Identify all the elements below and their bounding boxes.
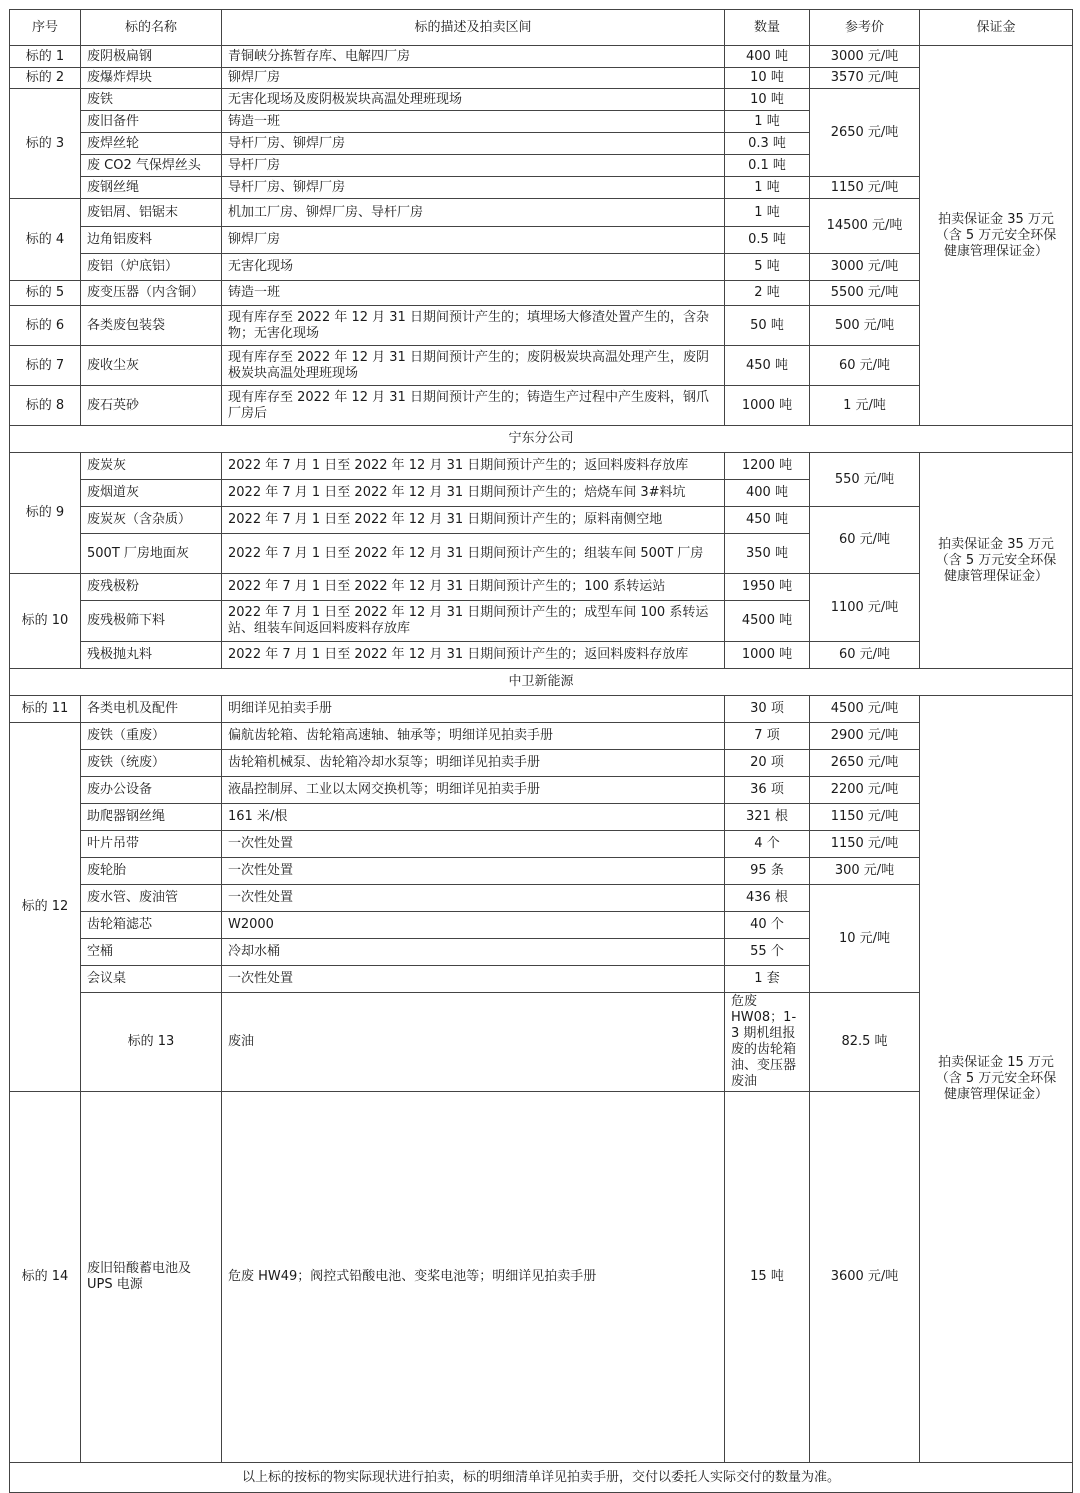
item-price: 1150 元/吨	[810, 831, 920, 858]
item-name: 会议桌	[81, 966, 222, 993]
table-row	[10, 642, 1073, 669]
item-quantity: 1 吨	[725, 111, 810, 133]
item-name: 叶片吊带	[81, 831, 222, 858]
deposit-text: 健康管理保证金）	[943, 1087, 1048, 1102]
item-description: 青铜峡分拣暂存库、电解四厂房	[222, 46, 725, 68]
item-description: 现有库存至 2022 年 12 月 31 日期间预计产生的；铸造生产过程中产生废料，钢爪厂房后	[222, 386, 725, 426]
lot-number: 标的 11	[10, 696, 81, 723]
lot-number: 标的 8	[10, 386, 81, 426]
item-description: 齿轮箱机械泵、齿轮箱冷却水泵等；明细详见拍卖手册	[222, 750, 725, 777]
deposit-cell	[920, 453, 1073, 669]
item-name: 残极抛丸料	[81, 642, 222, 669]
item-description: 一次性处置	[222, 885, 725, 912]
item-description: 导杆厂房、铆焊厂房	[222, 133, 725, 155]
item-price: 3000 元/吨	[810, 46, 920, 68]
item-name: 废轮胎	[81, 858, 222, 885]
item-price: 2900 元/吨	[810, 723, 920, 750]
item-name: 废油	[222, 993, 725, 1092]
item-price: 3600 元/吨	[810, 1092, 920, 1463]
item-quantity: 1 套	[725, 966, 810, 993]
item-quantity: 1200 吨	[725, 453, 810, 480]
item-name: 废石英砂	[81, 386, 222, 426]
item-price: 500 元/吨	[810, 306, 920, 346]
item-quantity: 1000 吨	[725, 386, 810, 426]
item-name: 500T 厂房地面灰	[81, 534, 222, 574]
item-description: 危废 HW08；1-3 期机组报废的齿轮箱油、变压器废油	[725, 993, 810, 1092]
item-description: 2022 年 7 月 1 日至 2022 年 12 月 31 日期间预计产生的；成型车间 100 系转运站、组装车间返回料废料存放库	[222, 601, 725, 642]
table-row	[10, 254, 1073, 281]
item-price: 60 元/吨	[810, 507, 920, 574]
item-price: 3570 元/吨	[810, 68, 920, 89]
item-price: 300 元/吨	[810, 858, 920, 885]
item-description: 2022 年 7 月 1 日至 2022 年 12 月 31 日期间预计产生的；100 系转运站	[222, 574, 725, 601]
item-name: 废收尘灰	[81, 346, 222, 386]
table-row	[10, 507, 1073, 534]
item-description: 无害化现场及废阴极炭块高温处理班现场	[222, 89, 725, 111]
item-description: 明细详见拍卖手册	[222, 696, 725, 723]
item-description: 现有库存至 2022 年 12 月 31 日期间预计产生的；填埋场大修渣处置产生的，含杂物；无害化现场	[222, 306, 725, 346]
deposit-text: （含 5 万元安全环保	[935, 552, 1057, 568]
item-quantity: 10 吨	[725, 68, 810, 89]
table-row	[10, 386, 1073, 426]
item-quantity: 400 吨	[725, 46, 810, 68]
item-quantity: 7 项	[725, 723, 810, 750]
footer-row	[10, 1463, 1073, 1493]
table-row	[10, 177, 1073, 199]
table-row	[10, 831, 1073, 858]
item-description: 铸造一班	[222, 281, 725, 306]
item-description: 一次性处置	[222, 831, 725, 858]
item-quantity: 4 个	[725, 831, 810, 858]
item-price: 1100 元/吨	[810, 574, 920, 642]
table-row	[10, 750, 1073, 777]
auction-lot-table	[9, 9, 1073, 1493]
item-quantity: 450 吨	[725, 346, 810, 386]
item-description: 危废 HW49；阀控式铅酸电池、变桨电池等；明细详见拍卖手册	[222, 1092, 725, 1463]
item-quantity: 10 吨	[725, 89, 810, 111]
item-name: 废铁（统废）	[81, 750, 222, 777]
deposit-cell	[920, 46, 1073, 426]
table-row	[10, 89, 1073, 111]
item-quantity: 0.5 吨	[725, 227, 810, 254]
item-name: 齿轮箱滤芯	[81, 912, 222, 939]
item-name: 废铝（炉底铝）	[81, 254, 222, 281]
item-name: 边角铝废料	[81, 227, 222, 254]
item-quantity: 36 项	[725, 777, 810, 804]
item-name: 废阴极扁钢	[81, 46, 222, 68]
item-name: 助爬器钢丝绳	[81, 804, 222, 831]
lot-number: 标的 7	[10, 346, 81, 386]
item-name: 废炭灰（含杂质）	[81, 507, 222, 534]
item-quantity: 0.3 吨	[725, 133, 810, 155]
lot-number: 标的 12	[10, 723, 81, 1092]
item-price: 10 元/吨	[810, 885, 920, 993]
item-description: 2022 年 7 月 1 日至 2022 年 12 月 31 日期间预计产生的；焙烧车间 3#料坑	[222, 480, 725, 507]
item-name: 废钢丝绳	[81, 177, 222, 199]
item-quantity: 350 吨	[725, 534, 810, 574]
header-reference-price: 参考价	[810, 10, 920, 46]
item-price: 4500 元/吨	[810, 696, 920, 723]
item-name: 废烟道灰	[81, 480, 222, 507]
table-row	[10, 346, 1073, 386]
lot-number: 标的 14	[10, 1092, 81, 1463]
item-description: 铆焊厂房	[222, 227, 725, 254]
item-quantity: 1 吨	[725, 177, 810, 199]
table-row	[10, 696, 1073, 723]
item-price: 5500 元/吨	[810, 281, 920, 306]
item-description: 一次性处置	[222, 966, 725, 993]
item-name: 废铁（重废）	[81, 723, 222, 750]
item-description: 2022 年 7 月 1 日至 2022 年 12 月 31 日期间预计产生的；原料南侧空地	[222, 507, 725, 534]
item-name: 废水管、废油管	[81, 885, 222, 912]
item-quantity: 400 吨	[725, 480, 810, 507]
item-name: 废残极粉	[81, 574, 222, 601]
item-description: W2000	[222, 912, 725, 939]
item-quantity: 1950 吨	[725, 574, 810, 601]
lot-number: 标的 10	[10, 574, 81, 669]
table-row	[10, 885, 1073, 912]
section-title-ningdong: 宁东分公司	[10, 426, 1073, 453]
item-name: 废炭灰	[81, 453, 222, 480]
deposit-text: 健康管理保证金）	[943, 243, 1048, 259]
item-quantity: 1000 吨	[725, 642, 810, 669]
table-row	[10, 306, 1073, 346]
item-price: 1 元/吨	[810, 386, 920, 426]
deposit-text: （含 5 万元安全环保	[935, 227, 1057, 243]
item-description: 无害化现场	[222, 254, 725, 281]
table-row	[10, 1092, 1073, 1463]
item-name: 废办公设备	[81, 777, 222, 804]
header-lot-name: 标的名称	[81, 10, 222, 46]
table-row	[10, 68, 1073, 89]
item-description: 现有库存至 2022 年 12 月 31 日期间预计产生的；废阴极炭块高温处理产生，废阴极炭块高温处理班现场	[222, 346, 725, 386]
table-row	[10, 858, 1073, 885]
item-price: 2650 元/吨	[810, 750, 920, 777]
item-name: 废旧铅酸蓄电池及 UPS 电源	[81, 1092, 222, 1463]
lot-number: 标的 1	[10, 46, 81, 68]
item-name: 废残极筛下料	[81, 601, 222, 642]
table-row	[10, 574, 1073, 601]
item-description: 液晶控制屏、工业以太网交换机等；明细详见拍卖手册	[222, 777, 725, 804]
lot-number: 标的 6	[10, 306, 81, 346]
item-quantity: 50 吨	[725, 306, 810, 346]
item-price: 550 元/吨	[810, 453, 920, 507]
deposit-text: （含 5 万元安全环保	[935, 1071, 1057, 1086]
table-row	[10, 199, 1073, 227]
item-name: 废 CO2 气保焊丝头	[81, 155, 222, 177]
table-row	[10, 46, 1073, 68]
item-description: 2022 年 7 月 1 日至 2022 年 12 月 31 日期间预计产生的；返回料废料存放库	[222, 642, 725, 669]
item-quantity: 321 根	[725, 804, 810, 831]
item-quantity: 55 个	[725, 939, 810, 966]
header-quantity: 数量	[725, 10, 810, 46]
lot-number: 标的 13	[81, 993, 222, 1092]
item-price: 14500 元/吨	[810, 199, 920, 254]
item-description: 偏航齿轮箱、齿轮箱高速轴、轴承等；明细详见拍卖手册	[222, 723, 725, 750]
item-price: 2650 元/吨	[810, 89, 920, 177]
item-description: 一次性处置	[222, 858, 725, 885]
table-row	[10, 453, 1073, 480]
section-row	[10, 426, 1073, 453]
header-deposit: 保证金	[920, 10, 1073, 46]
item-description: 冷却水桶	[222, 939, 725, 966]
table-row	[10, 993, 1073, 1092]
deposit-text: 拍卖保证金 15 万元	[938, 1055, 1054, 1070]
item-name: 废爆炸焊块	[81, 68, 222, 89]
item-price: 60 元/吨	[810, 346, 920, 386]
section-row	[10, 669, 1073, 696]
item-price: 3000 元/吨	[810, 254, 920, 281]
table-row	[10, 281, 1073, 306]
header-description: 标的描述及拍卖区间	[222, 10, 725, 46]
item-quantity: 30 项	[725, 696, 810, 723]
item-price: 1150 元/吨	[810, 177, 920, 199]
table-row	[10, 723, 1073, 750]
item-quantity: 2 吨	[725, 281, 810, 306]
table-row	[10, 804, 1073, 831]
header-row	[10, 10, 1073, 46]
table-row	[10, 777, 1073, 804]
item-quantity: 1 吨	[725, 199, 810, 227]
item-description: 铸造一班	[222, 111, 725, 133]
footer-note: 以上标的按标的物实际现状进行拍卖，标的明细清单详见拍卖手册，交付以委托人实际交付的数量为准。	[10, 1463, 1073, 1493]
item-description: 161 米/根	[222, 804, 725, 831]
item-description: 机加工厂房、铆焊厂房、导杆厂房	[222, 199, 725, 227]
item-name: 废变压器（内含铜）	[81, 281, 222, 306]
item-quantity: 82.5 吨	[810, 993, 920, 1092]
item-quantity: 436 根	[725, 885, 810, 912]
lot-number: 标的 4	[10, 199, 81, 281]
deposit-text: 健康管理保证金）	[943, 568, 1048, 584]
item-price: 1150 元/吨	[810, 804, 920, 831]
item-quantity: 40 个	[725, 912, 810, 939]
header-serial: 序号	[10, 10, 81, 46]
item-name: 废铁	[81, 89, 222, 111]
deposit-text: 拍卖保证金 35 万元	[938, 211, 1054, 227]
item-name: 废旧备件	[81, 111, 222, 133]
item-description: 2022 年 7 月 1 日至 2022 年 12 月 31 日期间预计产生的；组装车间 500T 厂房	[222, 534, 725, 574]
item-name: 废铝屑、铝锯末	[81, 199, 222, 227]
item-description: 铆焊厂房	[222, 68, 725, 89]
item-quantity: 15 吨	[725, 1092, 810, 1463]
item-quantity: 4500 吨	[725, 601, 810, 642]
deposit-text: 拍卖保证金 35 万元	[938, 536, 1054, 552]
deposit-cell	[920, 696, 1073, 1463]
item-name: 废焊丝轮	[81, 133, 222, 155]
lot-number: 标的 9	[10, 453, 81, 574]
lot-number: 标的 3	[10, 89, 81, 199]
item-name: 空桶	[81, 939, 222, 966]
item-price: 2200 元/吨	[810, 777, 920, 804]
item-quantity: 5 吨	[725, 254, 810, 281]
item-quantity: 450 吨	[725, 507, 810, 534]
lot-number: 标的 2	[10, 68, 81, 89]
item-description: 导杆厂房	[222, 155, 725, 177]
item-quantity: 95 条	[725, 858, 810, 885]
lot-number: 标的 5	[10, 281, 81, 306]
item-quantity: 20 项	[725, 750, 810, 777]
item-name: 各类电机及配件	[81, 696, 222, 723]
item-name: 各类废包装袋	[81, 306, 222, 346]
section-title-zhongwei: 中卫新能源	[10, 669, 1073, 696]
item-price: 60 元/吨	[810, 642, 920, 669]
item-description: 导杆厂房、铆焊厂房	[222, 177, 725, 199]
item-description: 2022 年 7 月 1 日至 2022 年 12 月 31 日期间预计产生的；返回料废料存放库	[222, 453, 725, 480]
item-quantity: 0.1 吨	[725, 155, 810, 177]
